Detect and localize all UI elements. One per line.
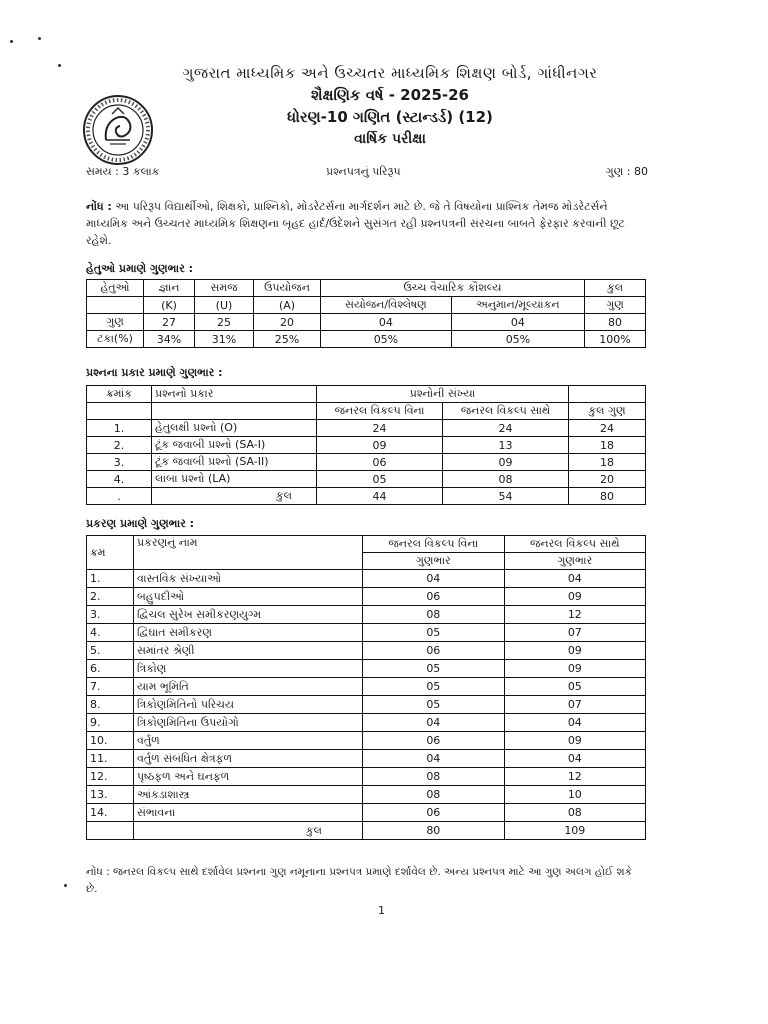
table-cell: 04 (363, 570, 505, 588)
table-cell: ટકા(%) (87, 331, 144, 348)
table-row (87, 570, 646, 588)
page-number: 1 (378, 904, 385, 917)
table-header: ગુણભાર (363, 553, 505, 570)
table-cell: 25 (195, 314, 254, 331)
table-cell: 3. (87, 606, 134, 624)
table-cell: ત્રિકોણમિતિના ઉપયોગો (134, 714, 363, 732)
chapter-section-title: પ્રકરણ પ્રમાણે ગુણભાર : (86, 517, 195, 530)
table-header: (K) (144, 297, 195, 314)
table-row (87, 804, 646, 822)
table-cell: ત્રિકોણમિતિનો પરિચય (134, 696, 363, 714)
table-header: અનુમાન/મૂલ્યાંકન (451, 297, 584, 314)
objective-weightage-table (86, 279, 646, 348)
table-header: પ્રશ્નોની સંખ્યા (317, 386, 569, 403)
table-header: કુલ ગુણ (569, 403, 646, 420)
table-cell: 12 (504, 768, 645, 786)
board-name: ગુજરાત માધ્યમિક અને ઉચ્ચતર માધ્યમિક શિક્ષણ બોર્ડ, ગાંધીનગર (182, 64, 598, 82)
table-header: ગુણ (585, 297, 646, 314)
table-cell: 04 (321, 314, 452, 331)
table-cell: યામ ભૂમિતિ (134, 678, 363, 696)
table-cell: સંભાવના (134, 804, 363, 822)
table-cell: દ્વિચલ સુરેખ સમીકરણયુગ્મ (134, 606, 363, 624)
table-row (87, 750, 646, 768)
table-cell: 7. (87, 678, 134, 696)
table-cell: 05 (363, 660, 505, 678)
table-cell: 10 (504, 786, 645, 804)
table-cell: 05 (317, 471, 443, 488)
table-cell: 18 (569, 454, 646, 471)
table-cell (569, 386, 646, 403)
table-cell: 100% (585, 331, 646, 348)
table-cell: ટૂંક જવાબી પ્રશ્નો (SA-II) (152, 454, 317, 471)
footnote-text: જનરલ વિકલ્પ સાથે દર્શાવેલ પ્રશ્નના ગુણ નમૂનાના પ્રશ્નપત્ર પ્રમાણે દર્શાવેલ છે. અન્ય પ્રશ્નપત્ર માટે આ ગુણ અલગ હોઈ શકે છે. (86, 866, 632, 895)
table-cell: 04 (451, 314, 584, 331)
table-cell: ટૂંક જવાબી પ્રશ્નો (SA-I) (152, 437, 317, 454)
table-cell: 44 (317, 488, 443, 505)
table-cell: દ્વિઘાત સમીકરણ (134, 624, 363, 642)
table-cell: 05 (363, 678, 505, 696)
table-cell: 27 (144, 314, 195, 331)
table-cell: 05% (321, 331, 452, 348)
subject-title: ધોરણ-10 ગણિત (સ્ટાન્ડર્ડ) (12) (287, 108, 493, 126)
table-cell: 5. (87, 642, 134, 660)
chapter-weightage-table (86, 535, 646, 840)
table-cell: 05% (451, 331, 584, 348)
table-total-row (87, 488, 646, 505)
table-row (87, 678, 646, 696)
table-cell: 3. (87, 454, 152, 471)
table-cell: 13. (87, 786, 134, 804)
table-header: ઉચ્ચ વૈચારિક કૌશલ્ય (321, 280, 585, 297)
table-header: પ્રશ્નનો પ્રકાર (152, 386, 317, 403)
table-header: (A) (254, 297, 321, 314)
table-total-row (87, 822, 646, 840)
table-cell: 13 (443, 437, 569, 454)
table-row (87, 714, 646, 732)
note-label: નોંધ : (86, 200, 112, 213)
total-marks: ગુણ : 80 (605, 165, 648, 178)
table-cell: કુલ (134, 822, 363, 840)
table-row (87, 420, 646, 437)
table-row (87, 314, 646, 331)
table-cell: હેતુલક્ષી પ્રશ્નો (O) (152, 420, 317, 437)
table-cell: વર્તુળ (134, 732, 363, 750)
table-cell: 06 (363, 732, 505, 750)
table-cell: લાંબા પ્રશ્નો (LA) (152, 471, 317, 488)
table-cell: આંકડાશાસ્ત્ર (134, 786, 363, 804)
table-header: સંયોજન/વિશ્લેષણ (321, 297, 452, 314)
table-row (87, 624, 646, 642)
table-cell: 14. (87, 804, 134, 822)
table-cell: 06 (363, 642, 505, 660)
table-cell: 05 (504, 678, 645, 696)
exam-name: વાર્ષિક પરીક્ષા (354, 131, 426, 147)
table-cell: 2. (87, 437, 152, 454)
table-cell: 6. (87, 660, 134, 678)
scan-speck (38, 37, 41, 40)
table-cell: 08 (363, 768, 505, 786)
table-cell: 10. (87, 732, 134, 750)
table-cell: વાસ્તવિક સંખ્યાઓ (134, 570, 363, 588)
table-row (87, 768, 646, 786)
table-cell: 2. (87, 588, 134, 606)
qtype-section-title: પ્રશ્નના પ્રકાર પ્રમાણે ગુણભાર : (86, 366, 223, 379)
table-cell: 06 (363, 588, 505, 606)
table-cell: 09 (504, 660, 645, 678)
table-cell: 04 (363, 714, 505, 732)
academic-year: શૈક્ષણિક વર્ષ - 2025-26 (311, 86, 469, 104)
table-cell: 05 (363, 696, 505, 714)
table-header: ક્રમાંક (87, 386, 152, 403)
table-header: જનરલ વિકલ્પ સાથે (504, 536, 645, 553)
table-cell: 09 (317, 437, 443, 454)
table-header: જ્ઞાન (144, 280, 195, 297)
table-row (87, 437, 646, 454)
table-cell: . (87, 488, 152, 505)
table-header: ઉપયોજન (254, 280, 321, 297)
table-row (87, 696, 646, 714)
table-cell: 06 (317, 454, 443, 471)
table-cell: કુલ (152, 488, 317, 505)
table-cell: 04 (504, 750, 645, 768)
table-cell: 80 (585, 314, 646, 331)
table-row (87, 732, 646, 750)
table-cell: 04 (504, 714, 645, 732)
table-cell: 04 (504, 570, 645, 588)
table-cell: 08 (363, 786, 505, 804)
footnote-label: નોંધ : (86, 866, 110, 878)
table-cell: 11. (87, 750, 134, 768)
table-header: સમજ (195, 280, 254, 297)
table-cell: 08 (443, 471, 569, 488)
table-cell (152, 403, 317, 420)
table-cell: 09 (443, 454, 569, 471)
table-cell: 07 (504, 624, 645, 642)
table-header: જનરલ વિકલ્પ વિના (363, 536, 505, 553)
table-cell: 20 (569, 471, 646, 488)
table-cell: 12 (504, 606, 645, 624)
table-row (87, 660, 646, 678)
table-cell: 25% (254, 331, 321, 348)
table-cell: વર્તુળ સંબંધિત ક્ષેત્રફળ (134, 750, 363, 768)
question-type-table (86, 385, 646, 505)
table-cell: 80 (569, 488, 646, 505)
table-header: જનરલ વિકલ્પ સાથે (443, 403, 569, 420)
table-cell: 4. (87, 471, 152, 488)
table-cell: 09 (504, 642, 645, 660)
table-cell: 12. (87, 768, 134, 786)
scan-speck (64, 884, 67, 887)
table-cell: 20 (254, 314, 321, 331)
table-cell: 07 (504, 696, 645, 714)
objective-section-title: હેતુઓ પ્રમાણે ગુણભાર : (86, 262, 193, 275)
table-cell: બહુપદીઓ (134, 588, 363, 606)
table-cell: 05 (363, 624, 505, 642)
table-cell: 4. (87, 624, 134, 642)
table-cell (87, 403, 152, 420)
table-cell: 08 (504, 804, 645, 822)
table-row (87, 331, 646, 348)
table-cell: 1. (87, 570, 134, 588)
scan-speck (58, 64, 61, 67)
table-row (87, 642, 646, 660)
document-header (140, 62, 640, 150)
table-cell: ગુણ (87, 314, 144, 331)
exam-time: સમય : 3 કલાક (86, 165, 160, 178)
table-cell (87, 822, 134, 840)
intro-note (86, 198, 646, 249)
table-row (87, 454, 646, 471)
table-cell: 24 (443, 420, 569, 437)
table-cell: 06 (363, 804, 505, 822)
table-cell: 1. (87, 420, 152, 437)
paper-meta (86, 165, 648, 183)
table-header: ગુણભાર (504, 553, 645, 570)
table-cell: 24 (317, 420, 443, 437)
table-cell: 09 (504, 732, 645, 750)
table-cell: પૃષ્ઠફળ અને ઘનફળ (134, 768, 363, 786)
table-cell: 04 (363, 750, 505, 768)
table-header: જનરલ વિકલ્પ વિના (317, 403, 443, 420)
table-cell: 09 (504, 588, 645, 606)
table-header: હેતુઓ (87, 280, 144, 297)
table-cell: 109 (504, 822, 645, 840)
paper-design-title: પ્રશ્નપત્રનું પરિરૂપ (326, 165, 401, 178)
table-cell: 34% (144, 331, 195, 348)
table-cell: 18 (569, 437, 646, 454)
table-cell: 80 (363, 822, 505, 840)
footnote (86, 864, 646, 898)
table-cell (87, 297, 144, 314)
table-cell: સમાંતર શ્રેણી (134, 642, 363, 660)
table-header: પ્રકરણનું નામ (134, 536, 363, 570)
table-row (87, 588, 646, 606)
table-header: (U) (195, 297, 254, 314)
table-header: ક્રમ (87, 536, 134, 570)
scan-speck (10, 40, 13, 43)
table-cell: 08 (363, 606, 505, 624)
table-row (87, 606, 646, 624)
table-cell: 31% (195, 331, 254, 348)
table-cell: 9. (87, 714, 134, 732)
table-cell: 54 (443, 488, 569, 505)
table-cell: 8. (87, 696, 134, 714)
table-cell: 24 (569, 420, 646, 437)
note-text: આ પરિરૂપ વિદ્યાર્થીઓ, શિક્ષકો, પ્રાશ્નિકો, મોડરેટર્સના માર્ગદર્શન માટે છે. જે તે વિષયોના પ્રાશ્નિક તેમજ મોડરેટર્સને માધ્યમિક અને ઉચ્ચતર માધ્યમિક શિક્ષણના બૃહદ હાર્દ/ઉદેશને સુસંગત રહી પ્રશ્નપત્રની સંરચના બાબતે ફેરફાર કરવાની છૂટ રહેશે. (86, 200, 625, 247)
table-header: કુલ (585, 280, 646, 297)
table-cell: ત્રિકોણ (134, 660, 363, 678)
table-row (87, 471, 646, 488)
table-row (87, 786, 646, 804)
